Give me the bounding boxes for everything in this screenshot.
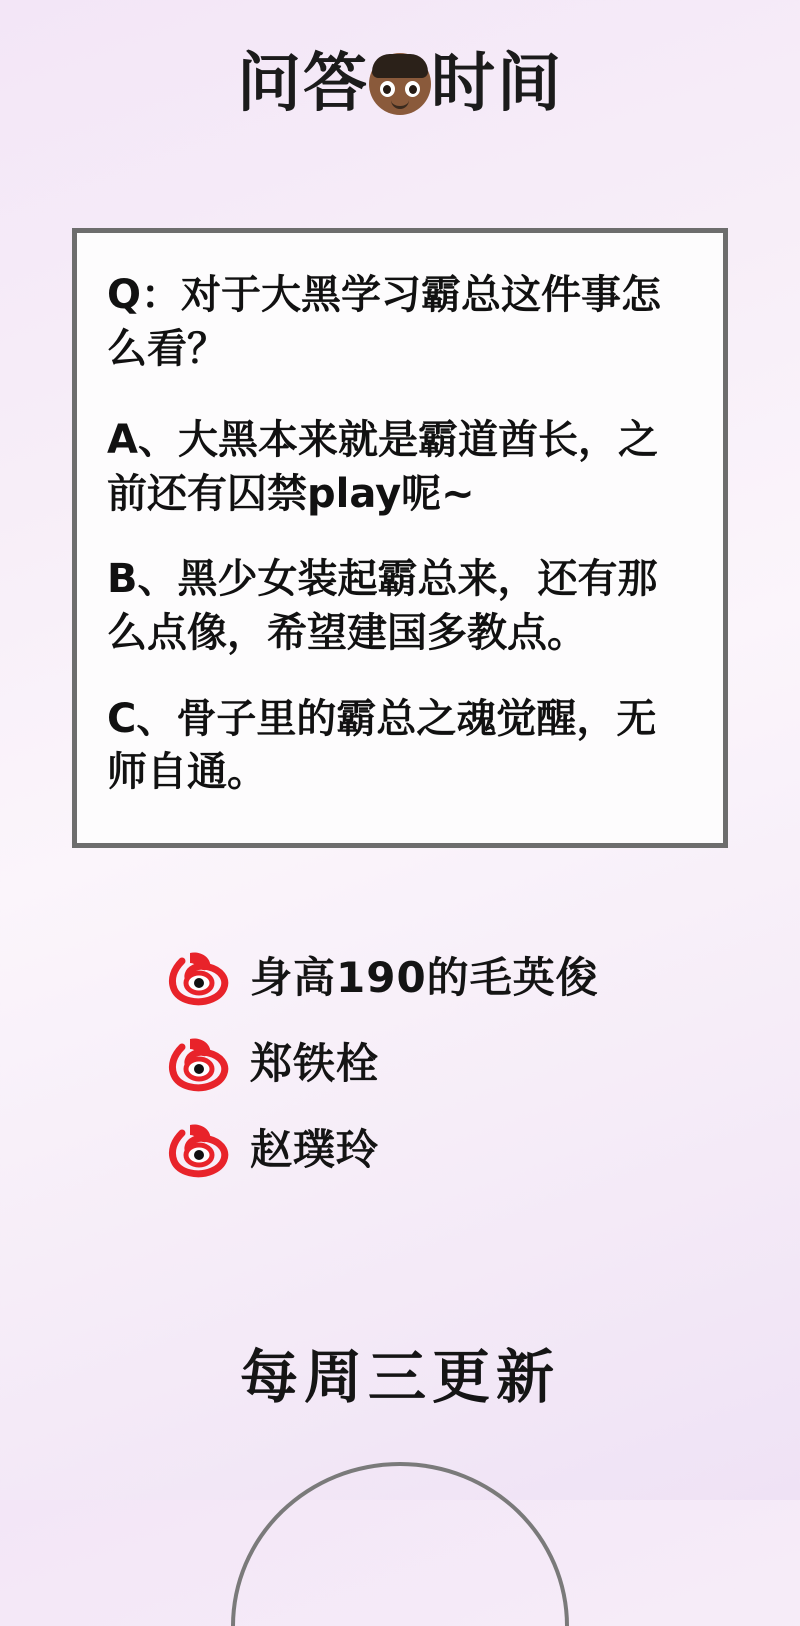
option-b: B、黑少女装起霸总来，还有那么点像，希望建国多教点。	[107, 556, 658, 656]
page-title-left: 问答	[237, 47, 369, 121]
list-item[interactable]	[168, 935, 728, 1021]
weibo-icon	[168, 1121, 232, 1179]
list-item[interactable]	[168, 1021, 728, 1107]
update-schedule-text: 每周三更新	[239, 1343, 560, 1411]
credit-name: 赵璞玲	[250, 1125, 380, 1174]
page-title	[0, 47, 800, 121]
boy-face-emoji-icon	[369, 53, 431, 115]
weibo-icon	[168, 949, 232, 1007]
bottom-arc-decoration	[231, 1462, 569, 1626]
credit-name: 身高190的毛英俊	[250, 953, 599, 1002]
question-text: Q：对于大黑学习霸总这件事怎么看？	[107, 272, 662, 372]
weibo-icon	[168, 1035, 232, 1093]
list-item[interactable]	[168, 1107, 728, 1193]
option-c: C、骨子里的霸总之魂觉醒，无师自通。	[107, 695, 657, 796]
credits-list	[168, 935, 728, 1193]
option-a: A、大黑本来就是霸道酋长，之前还有囚禁play呢~	[107, 417, 658, 517]
page-title-right: 时间	[431, 47, 563, 121]
credit-name: 郑铁栓	[250, 1039, 380, 1088]
question-card	[72, 228, 728, 848]
